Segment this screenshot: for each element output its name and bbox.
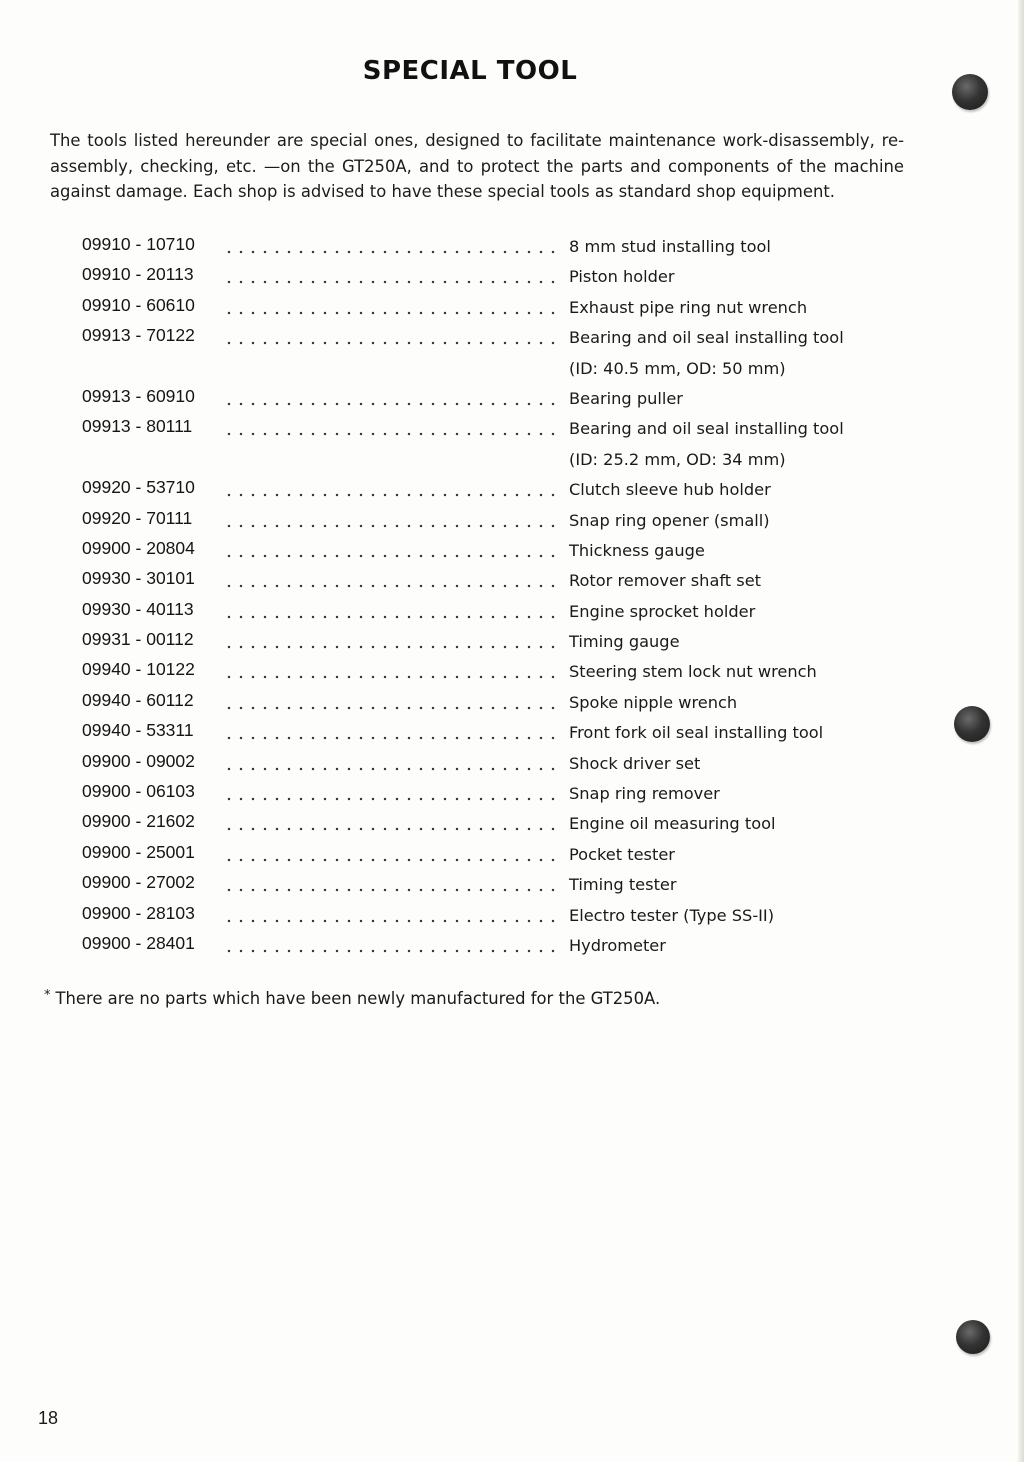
tool-row xyxy=(80,262,880,292)
tool-part-number: 09910 - 20113 xyxy=(82,264,194,285)
tool-row xyxy=(80,506,880,536)
tool-description: Bearing and oil seal installing tool xyxy=(569,328,844,348)
dot-leader xyxy=(223,884,559,896)
punch-hole xyxy=(952,74,988,110)
tool-row xyxy=(80,840,880,870)
tool-row xyxy=(80,414,880,444)
tool-part-number: 09940 - 10122 xyxy=(82,659,195,680)
tool-description: Steering stem lock nut wrench xyxy=(569,662,817,682)
tool-part-number: 09900 - 25001 xyxy=(82,841,195,862)
dot-leader xyxy=(223,793,559,805)
tool-description: Electro tester (Type SS-II) xyxy=(569,905,775,925)
tool-part-number: 09913 - 60910 xyxy=(82,385,195,406)
tool-row-detail xyxy=(80,354,880,384)
dot-leader xyxy=(223,428,559,440)
dot-leader xyxy=(223,915,559,927)
tool-dimensions: (ID: 25.2 mm, OD: 34 mm) xyxy=(569,449,786,469)
dot-leader xyxy=(223,337,559,349)
dot-leader xyxy=(223,854,559,866)
tool-description: 8 mm stud installing tool xyxy=(569,237,771,256)
tool-part-number: 09913 - 70122 xyxy=(82,325,195,346)
tool-part-number: 09930 - 30101 xyxy=(82,568,195,589)
dot-leader xyxy=(223,550,559,562)
tool-row xyxy=(80,232,880,262)
tool-row xyxy=(80,475,880,505)
tool-part-number: 09940 - 53311 xyxy=(82,720,194,741)
dot-leader xyxy=(223,671,559,683)
tool-part-number: 09900 - 28103 xyxy=(82,902,195,923)
punch-hole xyxy=(956,1320,990,1354)
tool-part-number: 09910 - 60610 xyxy=(82,294,195,315)
tool-description: Rotor remover shaft set xyxy=(569,571,762,591)
tool-description: Exhaust pipe ring nut wrench xyxy=(569,297,808,317)
dot-leader xyxy=(223,580,559,592)
tool-part-number: 09900 - 20804 xyxy=(82,537,195,558)
tool-part-number: 09920 - 70111 xyxy=(82,507,193,528)
tool-description: Snap ring remover xyxy=(569,784,720,804)
tool-part-number: 09940 - 60112 xyxy=(82,689,194,710)
tool-part-number: 09900 - 09002 xyxy=(82,750,195,771)
tool-row xyxy=(80,809,880,839)
tool-part-number: 09900 - 06103 xyxy=(82,781,195,802)
tool-row xyxy=(80,749,880,779)
tool-row xyxy=(80,657,880,687)
tool-part-number: 09900 - 21602 xyxy=(82,811,195,832)
tool-description: Thickness gauge xyxy=(569,540,705,560)
dot-leader xyxy=(223,398,559,410)
special-tool-list xyxy=(80,232,880,961)
dot-leader xyxy=(223,763,559,775)
tool-part-number: 09931 - 00112 xyxy=(82,629,194,650)
tool-part-number: 09910 - 10710 xyxy=(82,234,195,254)
tool-row xyxy=(80,718,880,748)
tool-row xyxy=(80,566,880,596)
page-edge xyxy=(1018,0,1024,1462)
tool-part-number: 09930 - 40113 xyxy=(82,598,194,619)
tool-row xyxy=(80,870,880,900)
tool-description: Piston holder xyxy=(569,267,675,287)
tool-description: Pocket tester xyxy=(569,844,675,864)
footnote-marker: * xyxy=(44,988,51,1003)
dot-leader xyxy=(223,276,559,288)
tool-row xyxy=(80,627,880,657)
tool-row xyxy=(80,536,880,566)
tool-row xyxy=(80,901,880,931)
page-title: SPECIAL TOOL xyxy=(362,56,578,86)
tool-row xyxy=(80,931,880,961)
tool-part-number: 09900 - 28401 xyxy=(82,932,195,953)
dot-leader xyxy=(223,945,559,957)
page-number: 18 xyxy=(38,1408,59,1428)
tool-row xyxy=(80,323,880,353)
tool-part-number: 09913 - 80111 xyxy=(82,416,193,437)
tool-description: Hydrometer xyxy=(569,935,666,955)
footnote-text: There are no parts which have been newly manufactured for the GT250A. xyxy=(55,989,661,1008)
punch-hole xyxy=(954,706,990,742)
tool-part-number: 09920 - 53710 xyxy=(82,477,195,498)
tool-row xyxy=(80,384,880,414)
tool-description: Clutch sleeve hub holder xyxy=(569,480,771,500)
dot-leader xyxy=(223,307,559,319)
intro-paragraph: The tools listed hereunder are special ones, designed to facilitate maintenance work-disassembly, re-assembly, checking, etc. —on the GT250A, and to protect the parts and components of the machine against damage. Each shop is advised to have these special tools as standard shop equipment. xyxy=(50,131,904,201)
dot-leader xyxy=(223,246,559,258)
tool-row-detail xyxy=(80,445,880,475)
tool-description: Bearing puller xyxy=(569,388,683,408)
tool-row xyxy=(80,597,880,627)
tool-description: Engine sprocket holder xyxy=(569,601,756,621)
dot-leader xyxy=(223,489,559,501)
dot-leader xyxy=(223,641,559,653)
tool-description: Snap ring opener (small) xyxy=(569,510,770,530)
dot-leader xyxy=(223,702,559,714)
tool-row xyxy=(80,293,880,323)
dot-leader xyxy=(223,520,559,532)
tool-description: Shock driver set xyxy=(569,753,701,773)
tool-part-number: 09900 - 27002 xyxy=(82,872,195,893)
tool-description: Spoke nipple wrench xyxy=(569,692,738,712)
tool-row xyxy=(80,779,880,809)
tool-dimensions: (ID: 40.5 mm, OD: 50 mm) xyxy=(569,358,786,378)
dot-leader xyxy=(223,732,559,744)
tool-description: Timing tester xyxy=(569,875,677,895)
tool-description: Timing gauge xyxy=(569,632,680,652)
footnote xyxy=(44,988,660,1008)
dot-leader xyxy=(223,611,559,623)
tool-row xyxy=(80,688,880,718)
tool-description: Engine oil measuring tool xyxy=(569,814,776,834)
tool-description: Bearing and oil seal installing tool xyxy=(569,419,844,439)
tool-description: Front fork oil seal installing tool xyxy=(569,723,824,743)
dot-leader xyxy=(223,823,559,835)
